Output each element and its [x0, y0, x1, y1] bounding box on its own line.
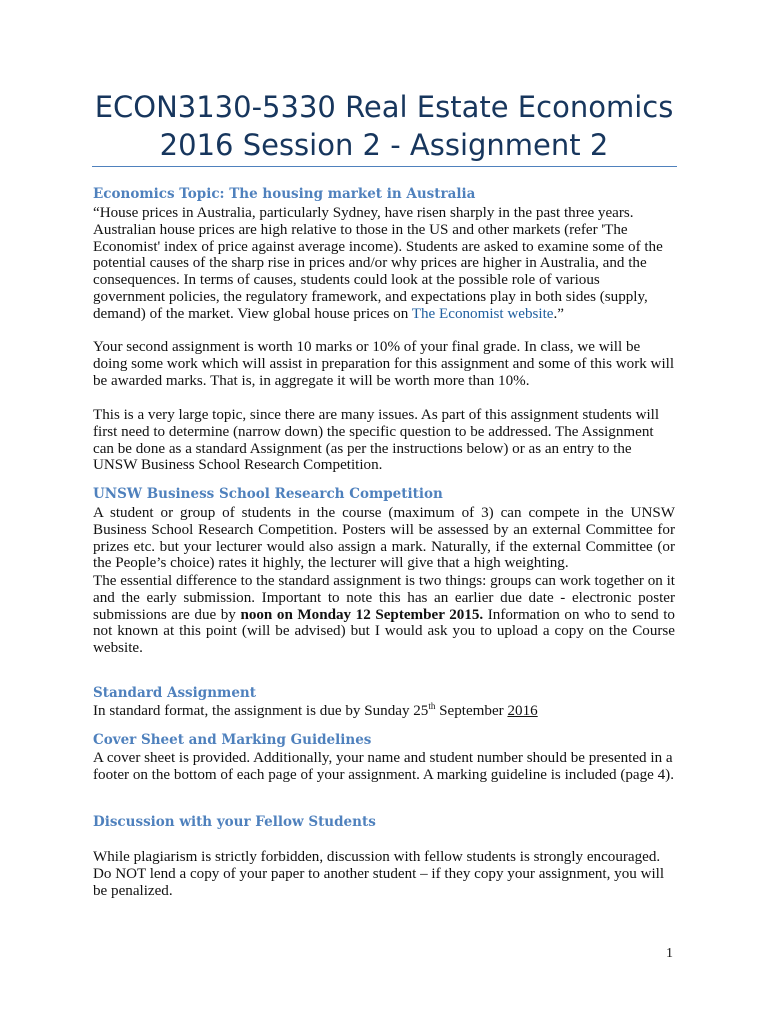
document-title-line-1: ECON3130-5330 Real Estate Economics	[94, 90, 674, 124]
date-ordinal-suffix: th	[428, 700, 436, 711]
standard-assignment-heading: Standard Assignment	[93, 685, 256, 701]
economics-topic-heading: Economics Topic: The housing market in Australia	[93, 186, 476, 202]
title-divider	[92, 166, 677, 167]
standard-due-text: In standard format, the assignment is due by Sunday 25	[93, 703, 429, 719]
topic-scope-paragraph: This is a very large topic, since there are many issues. As part of this assignment students will first need to determine (narrow down) the specific question to be addressed. The Assignment can be done as a standard Assignment (as per the instructions below) or as an entry to the UNSW Business School Research Competition.	[93, 407, 660, 474]
competition-difference-paragraph	[93, 573, 675, 657]
standard-due-month: September	[435, 703, 508, 719]
standard-due-year: 2016	[507, 703, 538, 719]
poster-due-date: noon on Monday 12 September 2015.	[240, 606, 484, 623]
document-title-line-2: 2016 Session 2 - Assignment 2	[159, 128, 609, 162]
competition-difference-text-end: Information on who to send to not known at this point (will be advised) but I would ask you to upload a copy on the Course website.	[93, 606, 675, 657]
page-number: 1	[666, 946, 673, 961]
economist-website-link[interactable]: The Economist website	[411, 305, 554, 322]
research-competition-heading: UNSW Business School Research Competition	[93, 486, 443, 502]
economics-topic-text-end: .”	[553, 305, 564, 322]
competition-difference-text: The essential difference to the standard assignment is two things: groups can work together on it and the early submission. Important to note this has an earlier due date - electronic poster submissions are due by	[93, 573, 675, 623]
economics-topic-paragraph	[93, 205, 675, 323]
cover-sheet-heading: Cover Sheet and Marking Guidelines	[93, 732, 372, 748]
economics-topic-text: “House prices in Australia, particularly Sydney, have risen sharply in the past three years. Australian house prices are high relative to those in the US and other markets (refer 'The Economist' index of price against average income). Students are asked to examine some of the potential causes of the sharp rise in prices and/or why prices are higher in Australia, and the consequences. In terms of causes, students could look at the possible role of various government policies, the regulatory framework, and expectations play in both sides (supply, demand) of the market. View global house prices on	[93, 205, 663, 322]
discussion-paragraph: While plagiarism is strictly forbidden, discussion with fellow students is strongly encouraged. Do NOT lend a copy of your paper to another student – if they copy your assignment, you will be penalized.	[93, 849, 665, 899]
standard-assignment-paragraph	[93, 700, 675, 720]
discussion-heading: Discussion with your Fellow Students	[93, 814, 376, 830]
cover-sheet-paragraph: A cover sheet is provided. Additionally, your name and student number should be presented in a footer on the bottom of each page of your assignment. A marking guideline is included (page 4).	[93, 750, 674, 783]
research-competition-paragraph: A student or group of students in the course (maximum of 3) can compete in the UNSW Business School Research Competition. Posters will be assessed by an external Committee for prizes etc. but your lecturer would also assign a mark. Naturally, if the external Committee (or the People’s choice) rates it highly, the lecturer will give that a high weighting.	[93, 505, 675, 572]
assignment-weight-paragraph: Your second assignment is worth 10 marks or 10% of your final grade. In class, we will be doing some work which will assist in preparation for this assignment and some of this work will be awarded marks. That is, in aggregate it will be worth more than 10%.	[93, 339, 675, 389]
